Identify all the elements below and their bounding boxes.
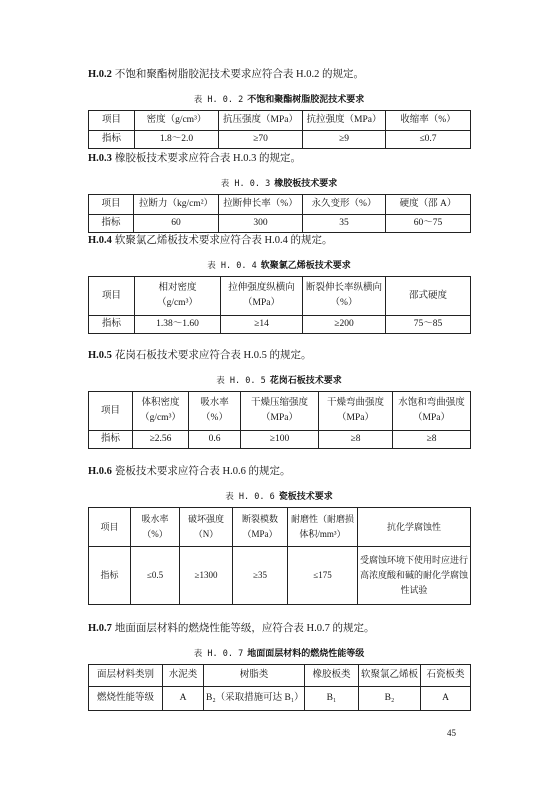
cell-text-line: 抗化学腐蚀性	[386, 521, 441, 532]
cell-text-line: 0.6	[208, 434, 221, 444]
table-h-0-7	[88, 664, 471, 711]
table-title	[88, 488, 470, 504]
table-header-cell	[233, 508, 288, 547]
cell-text-line: 1.8～2.0	[159, 134, 194, 144]
table-header-cell	[134, 195, 219, 215]
table-row	[89, 131, 471, 149]
cell-text-line: （MPa）	[261, 413, 298, 423]
cell-text-line: 干燥弯曲强度	[326, 398, 384, 408]
table-label: 表 H. 0. 3	[220, 179, 271, 189]
table-label: 表 H. 0. 7	[193, 649, 244, 659]
table-header-cell	[219, 111, 303, 131]
table-label: 表 H. 0. 4	[207, 261, 257, 271]
cell-text-line: 项目	[101, 290, 121, 301]
cell-text-line: 断裂模数	[241, 514, 278, 524]
cell-text-line: 1.38～1.60	[156, 319, 199, 329]
cell-text-line: （MPa）	[337, 413, 374, 423]
clause-number: H.0.2	[88, 69, 112, 80]
cell-text-line: 指标	[100, 434, 120, 444]
clause-number: H.0.5	[88, 350, 112, 361]
table-row	[89, 316, 471, 334]
table-header-cell	[189, 392, 241, 431]
table-header-cell	[219, 195, 303, 215]
section-h-0-3	[88, 151, 470, 233]
table-cell	[135, 316, 221, 334]
table-cell	[358, 547, 471, 605]
cell-text-line: ≥14	[254, 319, 269, 329]
cell-text-line: 吸水率	[200, 398, 229, 408]
cell-text-line: （N）	[193, 529, 219, 539]
clause-number: H.0.7	[88, 623, 112, 634]
table-cell	[221, 316, 303, 334]
table-title	[88, 645, 470, 661]
table-row	[89, 547, 471, 605]
table-header-cell	[133, 392, 189, 431]
cell-text-line: 拉断伸长率（%）	[223, 199, 298, 209]
table-header-cell	[89, 277, 135, 316]
table-cell	[180, 547, 233, 605]
table-name: 花岗石板技术要求	[269, 375, 342, 385]
cell-text-line: 指标	[101, 218, 121, 228]
table-label: 表 H. 0. 5	[216, 376, 266, 386]
cell-text-line: 永久变形（%）	[311, 199, 377, 209]
table-name: 瓷板技术要求	[278, 491, 333, 501]
cell-text-line: 指标	[101, 134, 121, 144]
table-cell	[233, 547, 288, 605]
section-h-0-6	[88, 464, 470, 605]
section-h-0-2	[88, 67, 470, 149]
table-name: 橡胶板技术要求	[274, 178, 338, 188]
table-header-row	[89, 195, 471, 215]
cell-text-line: ≥9	[339, 134, 349, 144]
cell-text-line: 干燥压缩强度	[250, 398, 308, 408]
table-header-cell	[393, 392, 471, 431]
clause-body: 软聚氯乙烯板技术要求应符合表 H.0.4 的规定。	[114, 235, 333, 246]
table-cell	[386, 316, 471, 334]
table-header-cell	[303, 277, 386, 316]
table-cell	[303, 131, 386, 149]
section-h-0-4	[88, 233, 470, 334]
cell-text-line: ≤0.5	[146, 570, 164, 580]
table-header-cell	[89, 195, 134, 215]
table-cell	[319, 431, 393, 449]
clause-text	[88, 67, 470, 83]
cell-text-line: 抗拉强度（MPa）	[306, 115, 382, 125]
table-name: 软聚氯乙烯板技术要求	[260, 260, 351, 270]
cell-text-line: ≥70	[253, 134, 268, 144]
clause-body: 地面面层材料的燃烧性能等级，应符合表 H.0.7 的规定。	[114, 623, 375, 634]
table-h-0-4	[88, 276, 471, 334]
table-row	[89, 687, 471, 711]
cell-text-line: ≥1300	[194, 570, 218, 580]
cell-text-line: 60	[171, 218, 181, 228]
table-label: 表 H. 0. 6	[225, 492, 275, 502]
cell-text-line: 橡胶板类	[312, 670, 351, 680]
table-cell	[421, 687, 471, 711]
table-header-cell	[204, 665, 305, 687]
table-cell	[303, 215, 386, 233]
table-cell	[204, 687, 305, 711]
table-cell	[386, 131, 471, 149]
cell-text-line: 硬度（邵 A）	[399, 199, 457, 209]
cell-text-line: A	[442, 693, 449, 703]
clause-text	[88, 621, 470, 637]
table-row	[89, 431, 471, 449]
table-h-0-6	[88, 507, 471, 605]
clause-body: 橡胶板技术要求应符合表 H.0.3 的规定。	[114, 153, 302, 164]
table-header-row	[89, 508, 471, 547]
table-cell	[89, 316, 135, 334]
table-header-cell	[241, 392, 319, 431]
table-label: 表 H. 0. 2	[193, 95, 244, 105]
table-header-cell	[221, 277, 303, 316]
section-h-0-5	[88, 348, 470, 449]
cell-text-line: ≥8	[426, 434, 437, 444]
table-name: 地面面层材料的燃烧性能等级	[247, 648, 365, 658]
table-header-cell	[89, 665, 163, 687]
table-cell	[89, 431, 133, 449]
clause-text	[88, 233, 470, 249]
table-cell	[219, 215, 303, 233]
table-cell	[189, 431, 241, 449]
cell-text-line: 邵式硬度	[408, 290, 447, 301]
cell-text-line: ≥100	[269, 434, 290, 444]
table-title	[88, 91, 470, 107]
table-cell	[303, 316, 386, 334]
cell-text-line: 燃烧性能等级	[96, 693, 154, 703]
cell-text-line: 300	[253, 218, 268, 228]
cell-text-line: ≥35	[253, 570, 267, 580]
table-header-cell	[89, 392, 133, 431]
table-cell	[288, 547, 358, 605]
table-cell	[219, 131, 303, 149]
cell-text-line: 受腐蚀环境下使用时应进行	[360, 555, 469, 565]
table-cell	[89, 131, 135, 149]
cell-text-line: B₂（采取措施可达 B₁）	[206, 693, 304, 703]
cell-text-line: 断裂伸长率纵横向	[305, 283, 382, 293]
table-header-cell	[386, 195, 471, 215]
table-cell	[241, 431, 319, 449]
cell-text-line: 耐磨性（耐磨损	[290, 514, 354, 524]
cell-text-line: 体积/mm³）	[299, 529, 346, 539]
page-number: 45	[447, 728, 456, 738]
cell-text-line: 收缩率（%）	[400, 115, 456, 125]
cell-text-line: 面层材料类别	[96, 670, 154, 680]
cell-text-line: （g/cm³）	[157, 298, 198, 308]
cell-text-line: 60～75	[413, 218, 443, 228]
table-header-row	[89, 277, 471, 316]
clause-number: H.0.3	[88, 153, 112, 164]
table-header-cell	[303, 111, 386, 131]
table-header-row	[89, 665, 471, 687]
cell-text-line: 拉伸强度纵横向	[228, 283, 295, 293]
cell-text-line: 吸水率	[141, 514, 169, 524]
table-header-cell	[89, 111, 135, 131]
table-cell	[133, 431, 189, 449]
cell-text-line: ≥200	[334, 319, 354, 329]
table-header-cell	[319, 392, 393, 431]
table-header-cell	[135, 277, 221, 316]
cell-text-line: 树脂类	[239, 670, 269, 680]
cell-text-line: ≥8	[350, 434, 361, 444]
cell-text-line: 水饱和弯曲强度	[398, 398, 465, 408]
table-cell	[131, 547, 180, 605]
cell-text-line: 项目	[100, 521, 119, 532]
cell-text-line: 相对密度	[158, 283, 197, 293]
table-header-cell	[135, 111, 219, 131]
table-h-0-2	[88, 110, 471, 149]
cell-text-line: 指标	[100, 570, 119, 580]
cell-text-line: 破坏强度	[187, 514, 224, 524]
table-header-cell	[359, 665, 421, 687]
table-cell	[89, 215, 134, 233]
cell-text-line: （%）	[201, 413, 228, 423]
cell-text-line: A	[179, 693, 187, 703]
cell-text-line: ≤0.7	[419, 134, 437, 144]
table-header-row	[89, 111, 471, 131]
cell-text-line: 水泥类	[168, 670, 198, 680]
cell-text-line: B₁	[326, 693, 337, 703]
clause-body: 瓷板技术要求应符合表 H.0.6 的规定。	[114, 466, 291, 477]
table-title	[88, 175, 470, 191]
table-cell	[359, 687, 421, 711]
section-h-0-7	[88, 621, 470, 711]
table-header-cell	[386, 111, 471, 131]
table-h-0-3	[88, 194, 471, 233]
table-header-cell	[421, 665, 471, 687]
cell-text-line: 软聚氯乙烯板	[361, 670, 419, 680]
cell-text-line: 体积密度	[141, 398, 180, 408]
table-header-row	[89, 392, 471, 431]
cell-text-line: （MPa）	[242, 529, 278, 539]
table-header-cell	[303, 195, 386, 215]
table-cell	[393, 431, 471, 449]
cell-text-line: （MPa）	[413, 413, 450, 423]
table-header-cell	[131, 508, 180, 547]
cell-text-line: 拉断力（kg/cm²）	[138, 199, 214, 209]
cell-text-line: 指标	[101, 319, 121, 329]
table-header-cell	[163, 665, 204, 687]
table-header-cell	[180, 508, 233, 547]
cell-text-line: ≥2.56	[149, 434, 172, 444]
clause-number: H.0.6	[88, 466, 112, 477]
cell-text-line: 高浓度酸和碱的耐化学腐蚀	[360, 570, 469, 580]
clause-number: H.0.4	[88, 235, 112, 246]
cell-text-line: 项目	[101, 115, 121, 125]
table-header-cell	[386, 277, 471, 316]
clause-text	[88, 464, 470, 480]
table-header-cell	[305, 665, 359, 687]
table-h-0-5	[88, 391, 471, 449]
table-cell	[386, 215, 471, 233]
table-header-cell	[358, 508, 471, 547]
table-header-cell	[288, 508, 358, 547]
clause-body: 花岗石板技术要求应符合表 H.0.5 的规定。	[114, 350, 312, 361]
table-cell	[135, 131, 219, 149]
clause-body: 不饱和聚酯树脂胶泥技术要求应符合表 H.0.2 的规定。	[114, 69, 365, 80]
clause-text	[88, 348, 470, 364]
table-cell	[134, 215, 219, 233]
cell-text-line: 抗压强度（MPa）	[223, 115, 298, 125]
cell-text-line: （%）	[330, 298, 358, 308]
cell-text-line: 35	[339, 218, 349, 228]
table-cell	[89, 687, 163, 711]
table-title	[88, 257, 470, 273]
table-header-cell	[89, 508, 131, 547]
cell-text-line: 项目	[100, 405, 120, 416]
table-cell	[89, 547, 131, 605]
cell-text-line: B₂	[384, 693, 395, 703]
table-cell	[163, 687, 204, 711]
cell-text-line: 石瓷板类	[426, 670, 465, 680]
cell-text-line: （%）	[142, 529, 168, 539]
table-row	[89, 215, 471, 233]
cell-text-line: （g/cm³）	[140, 413, 181, 423]
clause-text	[88, 151, 470, 167]
cell-text-line: 项目	[101, 199, 121, 209]
cell-text-line: 75～85	[413, 319, 443, 329]
table-title	[88, 372, 470, 388]
cell-text-line: （MPa）	[243, 298, 280, 308]
table-name: 不饱和聚酯树脂胶泥技术要求	[247, 94, 365, 104]
cell-text-line: 性试验	[400, 585, 428, 595]
table-cell	[305, 687, 359, 711]
cell-text-line: 密度（g/cm³）	[146, 115, 207, 125]
cell-text-line: ≤175	[313, 570, 332, 580]
